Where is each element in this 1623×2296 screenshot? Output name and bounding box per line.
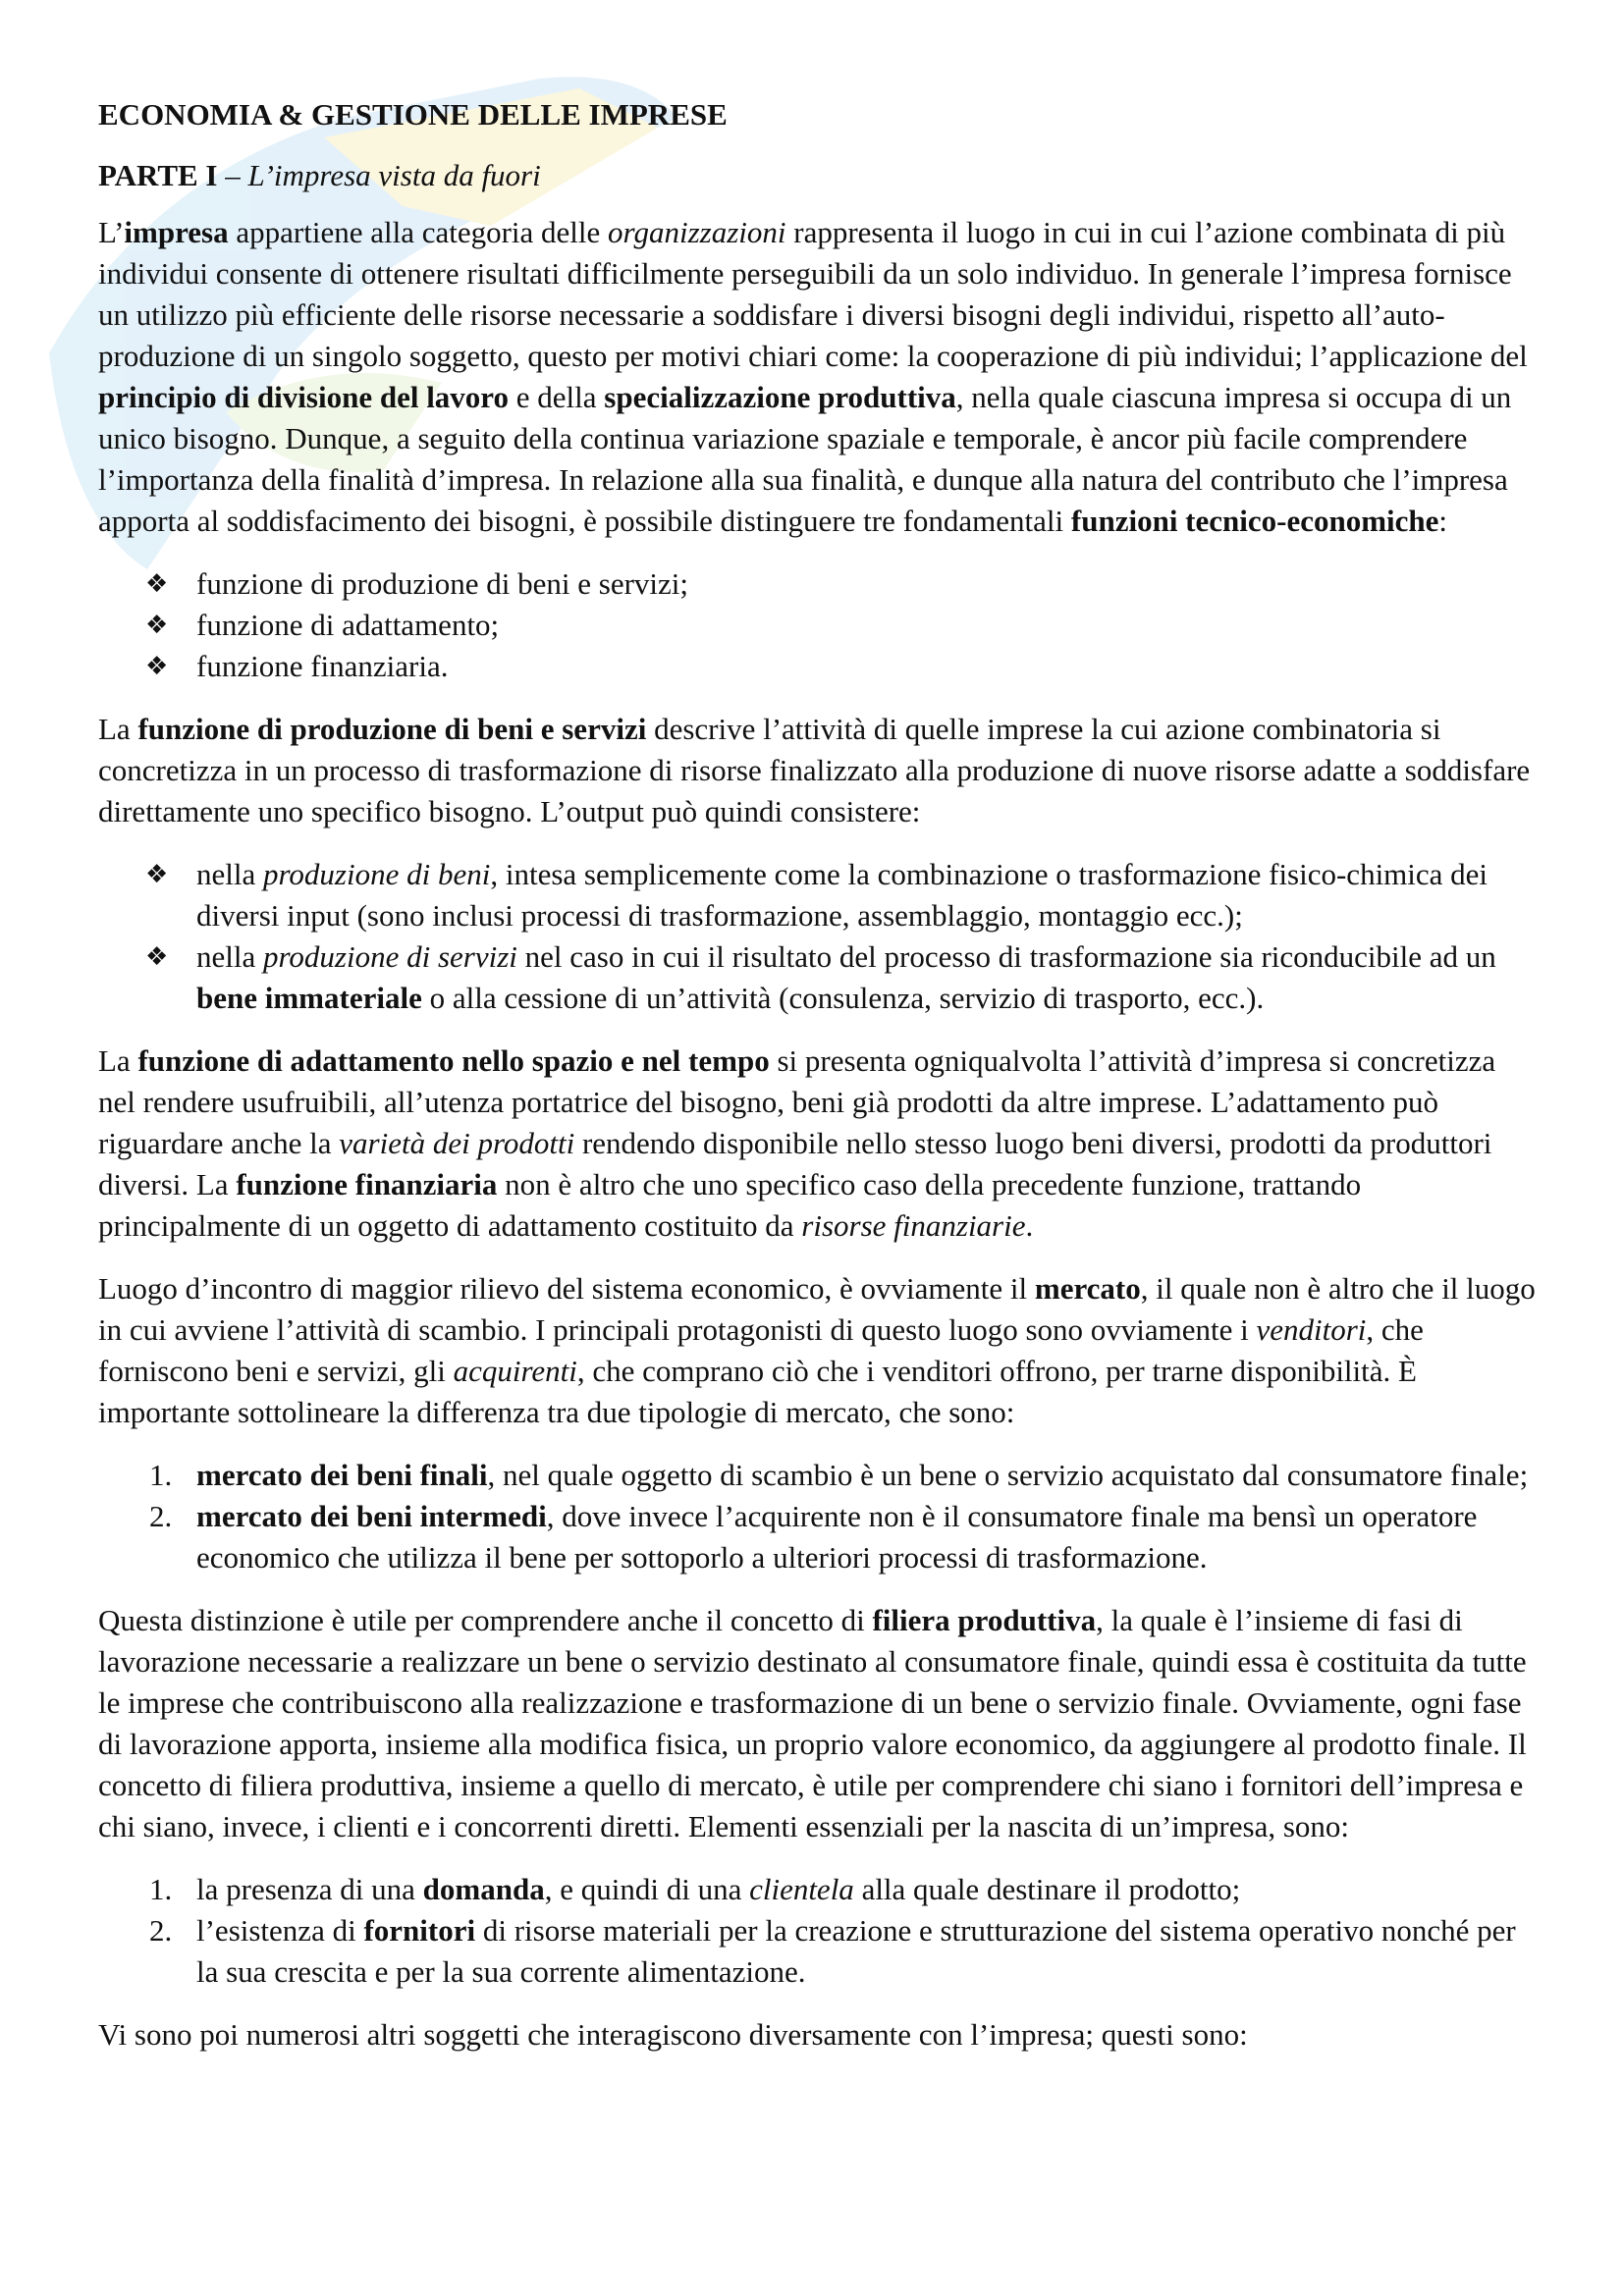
functions-list bbox=[98, 563, 1538, 687]
text-run: alla quale destinare il prodotto; bbox=[853, 1872, 1241, 1906]
list-number: 2. bbox=[149, 1499, 173, 1533]
list-item bbox=[98, 605, 1538, 646]
bold-term: mercato bbox=[1034, 1271, 1141, 1306]
text-run: , la quale è l’insieme di fasi di lavorazione necessarie a realizzare un bene o servizio destinato al consumatore finale, quindi essa è costituita da tutte le imprese che contribuiscono alla realizzazione e trasformazione di un bene o servizio finale. Ovviamente, ogni fase di lavorazione apporta, insieme alla modifica fisica, un proprio valore economico, da aggiungere al prodotto finale. Il concetto di filiera produttiva, insieme a quello di mercato, è utile per comprendere chi siano i fornitori dell’impresa e chi siano, invece, i clienti e i concorrenti diretti. Elementi essenziali per la nascita di un’impresa, sono: bbox=[98, 1603, 1527, 1843]
bold-term: bene immateriale bbox=[196, 981, 422, 1015]
diamond-bullet-icon: ❖ bbox=[145, 942, 169, 972]
text-run: La bbox=[98, 712, 138, 746]
diamond-bullet-icon: ❖ bbox=[145, 860, 169, 889]
elements-list bbox=[98, 1869, 1538, 1993]
text-run: rendendo disponibile nello stesso luogo beni diversi, prodotti da produttori diversi. La bbox=[98, 1126, 1492, 1201]
list-item bbox=[98, 1869, 1538, 1910]
list-number: 2. bbox=[149, 1913, 173, 1948]
list-number: 1. bbox=[149, 1458, 173, 1492]
text-run: si presenta ogniqualvolta l’attività d’impresa si concretizza nel rendere usufruibili, all’utenza portatrice del bisogno, beni già prodotti da altre imprese. L’adattamento può riguardare anche la bbox=[98, 1043, 1496, 1160]
bold-term: mercato dei beni finali bbox=[196, 1458, 488, 1492]
italic-term: risorse finanziarie bbox=[801, 1208, 1026, 1243]
part-heading bbox=[98, 155, 1538, 196]
text-run: nella bbox=[196, 857, 263, 891]
text-run: descrive l’attività di quelle imprese la cui azione combinatoria si concretizza in un processo di trasformazione di risorse finalizzato alla produzione di nuove risorse adatte a soddisfare direttamente uno specifico bisogno. L’output può quindi consistere: bbox=[98, 712, 1531, 828]
document-page bbox=[98, 94, 1538, 2077]
diamond-bullet-icon: ❖ bbox=[145, 611, 169, 640]
text-run: . bbox=[1025, 1208, 1034, 1243]
text-run: , che comprano ciò che i venditori offrono, per trarne disponibilità. È importante sottolineare la differenza tra due tipologie di mercato, che sono: bbox=[98, 1354, 1417, 1429]
diamond-bullet-icon: ❖ bbox=[145, 569, 169, 599]
bold-term: impresa bbox=[124, 215, 229, 249]
text-run: nella bbox=[196, 939, 263, 974]
text-run: , il quale non è altro che il luogo in cui avviene l’attività di scambio. I principali protagonisti di questo luogo sono ovviamente i bbox=[98, 1271, 1536, 1347]
bold-term: funzione finanziaria bbox=[236, 1167, 498, 1201]
text-run: Questa distinzione è utile per comprendere anche il concetto di bbox=[98, 1603, 873, 1637]
part-subtitle: L’impresa vista da fuori bbox=[247, 158, 541, 192]
italic-term: venditori bbox=[1256, 1312, 1367, 1347]
text-run: , dove invece l’acquirente non è il consumatore finale ma bensì un operatore economico che utilizza il bene per sottoporlo a ulteriori processi di trasformazione. bbox=[196, 1499, 1478, 1575]
text-run: , intesa semplicemente come la combinazione o trasformazione fisico-chimica dei diversi input (sono inclusi processi di trasformazione, assemblaggio, montaggio ecc.); bbox=[196, 857, 1488, 933]
bold-term: domanda bbox=[422, 1872, 545, 1906]
bold-term: filiera produttiva bbox=[872, 1603, 1097, 1637]
bold-term: fornitori bbox=[363, 1913, 476, 1948]
text-run: o alla cessione di un’attività (consulenza, servizio di trasporto, ecc.). bbox=[421, 981, 1265, 1015]
paragraph-mercato bbox=[98, 1268, 1538, 1433]
list-item bbox=[98, 646, 1538, 687]
list-item bbox=[98, 563, 1538, 605]
bold-term: funzione di produzione di beni e servizi bbox=[137, 712, 647, 746]
bold-term: principio di divisione del lavoro bbox=[98, 380, 510, 414]
text-run: non è altro che uno specifico caso della precedente funzione, trattando principalmente di un oggetto di adattamento costituito da bbox=[98, 1167, 1362, 1243]
list-item bbox=[98, 1496, 1538, 1578]
list-item-text: funzione di produzione di beni e servizi; bbox=[196, 566, 689, 601]
diamond-bullet-icon: ❖ bbox=[145, 652, 169, 681]
text-run: nel caso in cui il risultato del processo di trasformazione sia riconducibile ad un bbox=[516, 939, 1496, 974]
italic-term: acquirenti bbox=[453, 1354, 577, 1388]
part-label: PARTE I bbox=[98, 158, 218, 192]
output-list bbox=[98, 854, 1538, 1019]
text-run: di risorse materiali per la creazione e strutturazione del sistema operativo nonché per la sua crescita e per la sua corrente alimentazione. bbox=[196, 1913, 1516, 1989]
italic-term: organizzazioni bbox=[608, 215, 786, 249]
text-run: La bbox=[98, 1043, 138, 1078]
italic-term: clientela bbox=[749, 1872, 854, 1906]
text-run: Luogo d’incontro di maggior rilievo del sistema economico, è ovviamente il bbox=[98, 1271, 1035, 1306]
italic-term: varietà dei prodotti bbox=[339, 1126, 575, 1160]
list-item-text: funzione finanziaria. bbox=[196, 649, 449, 683]
market-list bbox=[98, 1455, 1538, 1578]
italic-term: produzione di beni bbox=[263, 857, 491, 891]
list-item bbox=[98, 1455, 1538, 1496]
list-item bbox=[98, 1910, 1538, 1993]
text-run: appartiene alla categoria delle bbox=[228, 215, 609, 249]
list-number: 1. bbox=[149, 1872, 173, 1906]
text-run: e della bbox=[509, 380, 605, 414]
paragraph-adattamento bbox=[98, 1041, 1538, 1247]
bold-term: funzioni tecnico-economiche bbox=[1070, 504, 1439, 538]
paragraph-soggetti: Vi sono poi numerosi altri soggetti che interagiscono diversamente con l’impresa; questi sono: bbox=[98, 2017, 1248, 2052]
bold-term: funzione di adattamento nello spazio e nel tempo bbox=[137, 1043, 770, 1078]
text-run: , nella quale ciascuna impresa si occupa di un unico bisogno. Dunque, a seguito della continua variazione spaziale e temporale, è ancor più facile comprendere l’importanza della finalità d’impresa. In relazione alla sua finalità, e dunque alla natura del contributo che l’impresa apporta al soddisfacimento dei bisogni, è possibile distinguere tre fondamentali bbox=[98, 380, 1512, 538]
text-run: rappresenta il luogo in cui in cui l’azione combinata di più individui consente di ottenere risultati difficilmente perseguibili da un solo individuo. In generale l’impresa fornisce un utilizzo più efficiente delle risorse necessarie a soddisfare i diversi bisogni degli individui, rispetto all’auto-produzione di un singolo soggetto, questo per motivi chiari come: la cooperazione di più individui; l’applicazione del bbox=[98, 215, 1528, 373]
text-run: L’ bbox=[98, 215, 125, 249]
part-dash: – bbox=[217, 158, 248, 192]
text-run: , e quindi di una bbox=[544, 1872, 750, 1906]
list-item-text: funzione di adattamento; bbox=[196, 608, 500, 642]
document-title: ECONOMIA & GESTIONE DELLE IMPRESE bbox=[98, 97, 728, 132]
paragraph-produzione bbox=[98, 709, 1538, 832]
text-run: : bbox=[1438, 504, 1448, 538]
bold-term: specializzazione produttiva bbox=[604, 380, 956, 414]
paragraph-impresa bbox=[98, 212, 1538, 542]
list-item bbox=[98, 936, 1538, 1019]
paragraph-filiera bbox=[98, 1600, 1538, 1847]
text-run: la presenza di una bbox=[196, 1872, 423, 1906]
text-run: , che forniscono beni e servizi, gli bbox=[98, 1312, 1424, 1388]
bold-term: mercato dei beni intermedi bbox=[196, 1499, 547, 1533]
italic-term: produzione di servizi bbox=[263, 939, 517, 974]
list-item bbox=[98, 854, 1538, 936]
text-run: , nel quale oggetto di scambio è un bene o servizio acquistato dal consumatore finale; bbox=[487, 1458, 1529, 1492]
text-run: l’esistenza di bbox=[196, 1913, 364, 1948]
